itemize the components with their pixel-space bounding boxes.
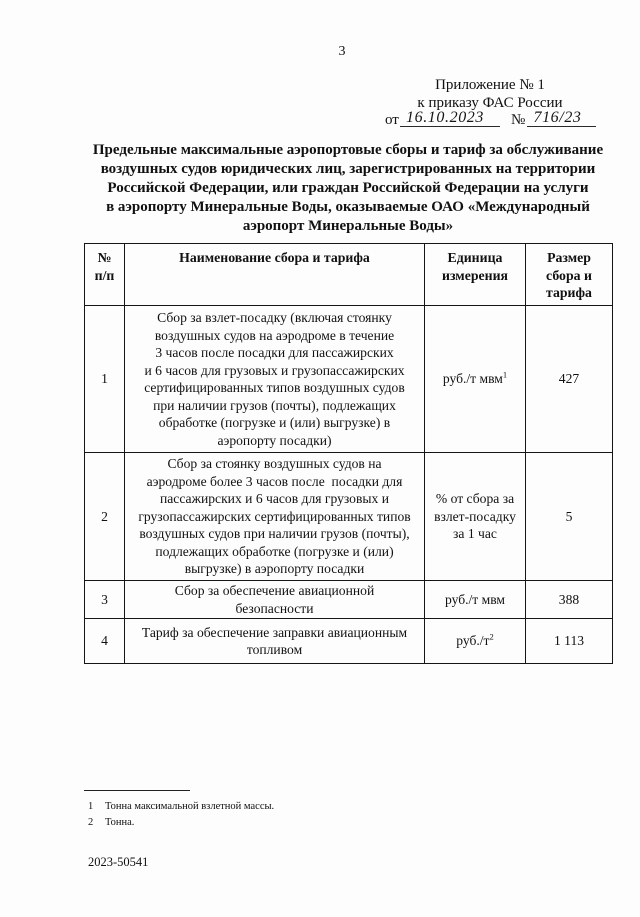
row-name-line: сертифицированных типов воздушных судов xyxy=(144,380,405,395)
row-unit-line: % от сбора за xyxy=(435,491,515,507)
row-size: 388 xyxy=(526,581,613,619)
header-name xyxy=(125,244,425,306)
row-name-line: подлежащих обработке (погрузке и (или) xyxy=(155,543,394,559)
row-name xyxy=(125,306,425,453)
row-unit xyxy=(425,581,526,619)
footnote-text: Тонна максимальной взлетной массы. xyxy=(105,801,275,812)
row-name-line: воздушных судов при наличии грузов (почты), xyxy=(139,526,410,542)
title-line: Предельные максимальные аэропортовые сборы и тариф за обслуживание xyxy=(92,142,604,158)
title-line: в аэропорту Минеральные Воды, оказываемые ОАО «Международный xyxy=(106,199,590,215)
order-date-handwritten: 16.10.2023 xyxy=(400,108,500,127)
appendix-title: Приложение № 1 xyxy=(435,77,545,93)
row-name-line: аэродроме более 3 часов после посадки для xyxy=(146,473,403,489)
row-name-line: Сбор за стоянку воздушных судов на xyxy=(167,456,382,472)
row-name-line: при наличии грузов (почты), подлежащих xyxy=(153,397,396,413)
footnote-ref: 2 xyxy=(489,631,494,642)
title-line: аэропорт Минеральные Воды» xyxy=(242,218,454,234)
row-size: 5 xyxy=(526,453,613,581)
appendix-order-reference: к приказу ФАС России xyxy=(417,95,563,111)
header-number-line: п/п xyxy=(94,267,115,283)
row-name-line: аэропорту посадки) xyxy=(217,432,332,448)
row-unit-text: руб./т xyxy=(456,633,490,649)
header-size-line: сбора и xyxy=(546,267,592,283)
row-unit-line: за 1 час xyxy=(453,526,497,542)
row-unit-line: взлет-посадку xyxy=(434,508,516,524)
row-name-line: 3 часов после посадки для пассажирских xyxy=(155,345,394,360)
header-size xyxy=(526,244,613,306)
row-name-line: грузопассажирских сертифицированных типов xyxy=(138,508,411,524)
table-row xyxy=(85,581,613,619)
row-unit-text: руб./т мвм xyxy=(442,371,503,387)
table-row xyxy=(85,619,613,664)
row-number: 1 xyxy=(85,306,125,453)
row-name-line: Сбор за обеспечение авиационной xyxy=(174,583,375,598)
table-row xyxy=(85,306,613,453)
table-row xyxy=(85,453,613,581)
row-name-line: выгрузке) в аэропорту посадки xyxy=(184,561,365,577)
row-number: 3 xyxy=(85,581,125,619)
page-number: 3 xyxy=(338,44,346,59)
header-unit xyxy=(425,244,526,306)
footnote-separator xyxy=(84,790,190,791)
footnote-marker: 2 xyxy=(88,817,94,828)
header-size-line: Размер xyxy=(547,250,591,265)
row-unit xyxy=(425,306,526,453)
document-title xyxy=(84,141,612,236)
header-number-line: № xyxy=(97,250,112,265)
header-unit-line: Единица xyxy=(447,250,503,265)
row-name xyxy=(125,581,425,619)
document-code: 2023-50541 xyxy=(88,855,149,869)
row-name-line: Сбор за взлет-посадку (включая стоянку xyxy=(157,310,392,325)
row-unit xyxy=(425,619,526,664)
order-date-prefix: от xyxy=(385,112,399,128)
order-number-handwritten: 716/23 xyxy=(527,108,596,127)
header-name-line: Наименование сбора и тарифа xyxy=(179,250,370,265)
footnote-ref: 1 xyxy=(502,369,508,380)
row-unit xyxy=(425,453,526,581)
row-name xyxy=(125,619,425,664)
row-size: 427 xyxy=(526,306,613,453)
row-name xyxy=(125,453,425,581)
header-number xyxy=(85,244,125,306)
row-size: 1 113 xyxy=(526,619,613,664)
title-line: Российской Федерации, или граждан Российской Федерации на услуги xyxy=(107,180,589,196)
row-name-line: безопасности xyxy=(235,600,314,616)
row-name-line: воздушных судов на аэродроме в течение xyxy=(154,327,395,343)
header-unit-line: измерения xyxy=(442,267,508,283)
row-number: 2 xyxy=(85,453,125,581)
row-name-line: Тариф за обеспечение заправки авиационным xyxy=(141,624,408,640)
table-header-row xyxy=(85,244,613,306)
title-line: воздушных судов юридических лиц, зарегистрированных на территории xyxy=(100,161,596,177)
row-name-line: обработке (погрузке и (или) выгрузке) в xyxy=(158,415,391,430)
header-size-line: тарифа xyxy=(546,285,592,300)
row-name-line: пассажирских и 6 часов для грузовых и xyxy=(160,491,389,507)
row-unit-text: руб./т мвм xyxy=(444,591,506,607)
row-number: 4 xyxy=(85,619,125,664)
footnote-text: Тонна. xyxy=(105,817,135,828)
row-name-line: и 6 часов для грузовых и грузопассажирских xyxy=(144,362,405,378)
row-name-line: топливом xyxy=(246,642,303,657)
order-number-prefix: № xyxy=(511,112,526,128)
tariffs-table xyxy=(84,243,613,664)
footnote-marker: 1 xyxy=(88,801,94,812)
